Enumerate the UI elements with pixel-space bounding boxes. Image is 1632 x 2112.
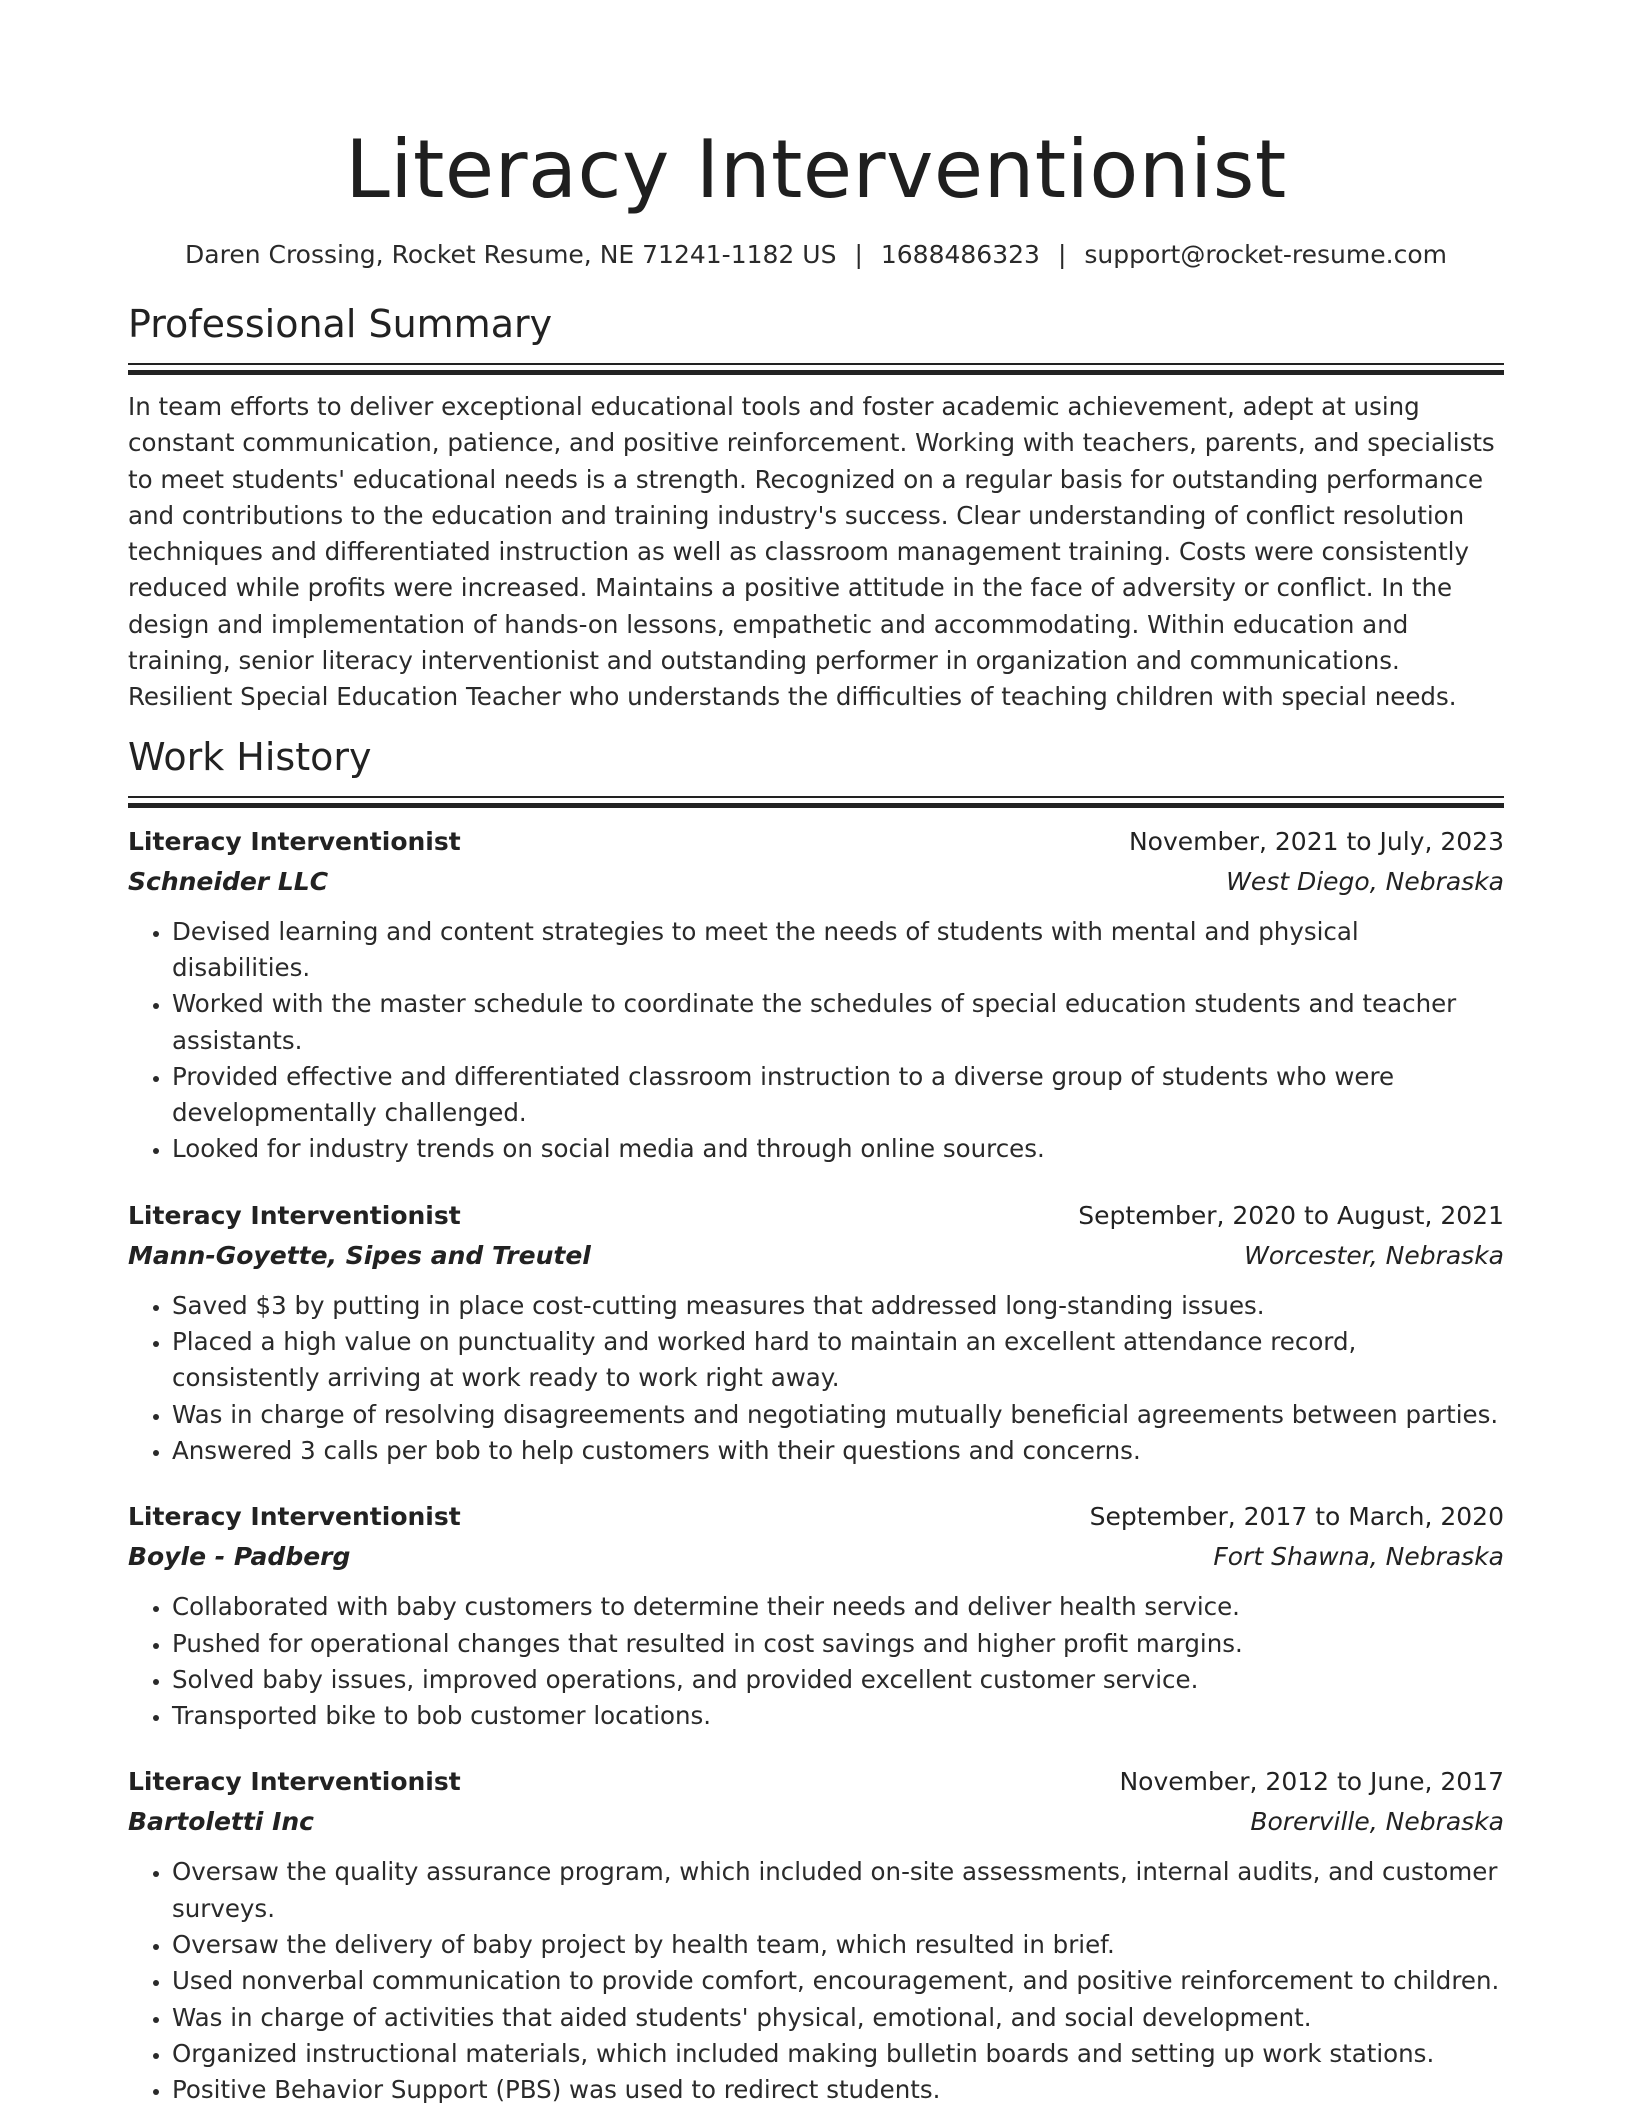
job-bullet: • Transported bike to bob customer locations. [172,1698,1504,1734]
job-entry [128,822,1504,1168]
contact-phone: 1688486323 [880,240,1040,269]
job-bullet: • Answered 3 calls per bob to help customers with their questions and concerns. [172,1433,1504,1469]
summary-heading: Professional Summary [128,302,553,346]
section-divider [128,363,1504,375]
job-bullets [128,914,1504,1168]
job-location: Fort Shawna, Nebraska [1213,1542,1504,1572]
job-bullet: • Provided effective and differentiated classroom instruction to a diverse group of students who were developmentally challenged. [172,1059,1504,1132]
job-entry [128,1497,1504,1734]
job-bullet: • Oversaw the quality assurance program, which included on-site assessments, internal audits, and customer surveys. [172,1854,1504,1927]
job-entry [128,1762,1504,2108]
resume-name: Literacy Interventionist [345,123,1287,216]
job-title: Literacy Interventionist [128,1502,461,1532]
contact-address: Daren Crossing, Rocket Resume, NE 71241-1182 US [185,240,837,269]
job-title: Literacy Interventionist [128,1200,461,1230]
job-bullet: • Placed a high value on punctuality and worked hard to maintain an excellent attendance record, consistently arriving at work ready to work right away. [172,1324,1504,1397]
job-company: Boyle - Padberg [128,1542,351,1572]
section-divider [128,796,1504,808]
job-bullet: • Was in charge of resolving disagreements and negotiating mutually beneficial agreements between parties. [172,1397,1504,1433]
job-company: Mann-Goyette, Sipes and Treutel [128,1240,591,1270]
contact-line [128,238,1504,272]
job-title: Literacy Interventionist [128,1767,461,1797]
job-company: Schneider LLC [128,866,329,896]
job-bullet: • Looked for industry trends on social media and through online sources. [172,1131,1504,1167]
work-history-section [128,732,1504,2109]
job-bullet: • Used nonverbal communication to provide comfort, encouragement, and positive reinforcement to children. [172,1963,1504,1999]
job-bullet: • Was in charge of activities that aided students' physical, emotional, and social development. [172,2000,1504,2036]
job-bullet: • Solved baby issues, improved operations, and provided excellent customer service. [172,1662,1504,1698]
job-bullets [128,1854,1504,2108]
summary-section [128,299,1504,716]
job-bullets [128,1589,1504,1734]
job-dates: November, 2012 to June, 2017 [1119,1767,1504,1797]
resume-page [128,0,1504,2109]
job-bullet: • Collaborated with baby customers to determine their needs and deliver health service. [172,1589,1504,1625]
work-history-heading: Work History [128,734,372,779]
job-location: Worcester, Nebraska [1244,1240,1504,1270]
job-bullets [128,1288,1504,1469]
summary-text: In team efforts to deliver exceptional educational tools and foster academic achievement, adept at using constant communication, patience, and positive reinforcement. Working with teachers, parents, and specialists to meet students' educational needs is a strength. Recognized on a regular basis for outstanding performance and contributions to the education and training industry's success. Clear understanding of conflict resolution techniques and differentiated instruction as well as classroom management training. Costs were consistently reduced while profits were increased. Maintains a positive attitude in the face of adversity or conflict. In the design and implementation of hands-on lessons, empathetic and accommodating. Within education and training, senior literacy interventionist and outstanding performer in organization and communications. Resilient Special Education Teacher who understands the difficulties of teaching children with special needs. [128,392,1495,712]
job-entry [128,1196,1504,1469]
job-bullet: • Saved $3 by putting in place cost-cutting measures that addressed long-standing issues. [172,1288,1504,1324]
job-dates: November, 2021 to July, 2023 [1128,826,1504,856]
job-location: West Diego, Nebraska [1226,866,1504,896]
contact-email: support@rocket-resume.com [1084,240,1447,269]
job-company: Bartoletti Inc [128,1807,314,1837]
job-bullet: • Pushed for operational changes that resulted in cost savings and higher profit margins. [172,1626,1504,1662]
job-dates: September, 2017 to March, 2020 [1089,1502,1504,1532]
job-dates: September, 2020 to August, 2021 [1078,1200,1504,1230]
contact-separator: | [854,240,863,269]
job-bullet: • Devised learning and content strategies to meet the needs of students with mental and physical disabilities. [172,914,1504,987]
contact-separator: | [1057,240,1067,269]
job-bullet: • Worked with the master schedule to coordinate the schedules of special education students and teacher assistants. [172,986,1504,1059]
job-bullet: • Oversaw the delivery of baby project by health team, which resulted in brief. [172,1927,1504,1963]
job-location: Borerville, Nebraska [1250,1807,1504,1837]
job-bullet: • Organized instructional materials, which included making bulletin boards and setting up work stations. [172,2036,1504,2072]
job-bullet: • Positive Behavior Support (PBS) was used to redirect students. [172,2072,1504,2108]
job-title: Literacy Interventionist [128,826,461,856]
